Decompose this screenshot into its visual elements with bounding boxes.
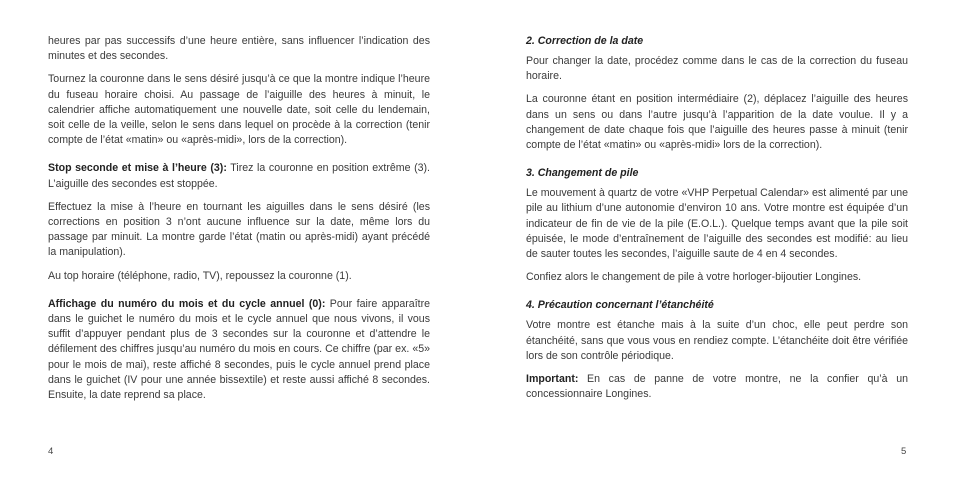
page-number: 4 bbox=[48, 446, 54, 457]
paragraph-text: En cas de panne de votre montre, ne la confier qu’à un concessionnaire Longines. bbox=[526, 373, 908, 401]
section-heading: 4. Précaution concernant l’étanchéité bbox=[526, 299, 714, 312]
paragraph: Effectuez la mise à l’heure en tournant les aiguilles dans le sens désiré (les corrections en position 3 n’ont aucune influence sur la date, même lors du passage par minuit. La montre garde l’état (matin ou après-midi) ayant précédé la manipulation). bbox=[48, 200, 430, 259]
paragraph: Le mouvement à quartz de votre «VHP Perpetual Calendar» est alimenté par une pile au lithium d’une autonomie d’environ 10 ans. Votre montre est équipée d’un indicateur de fin de vie de la pile (E.O.L.). Quelque temps avant que la pile soit épuisée, le mode d’entraînement de l’aiguille des secondes est modifié: au lieu de sauter toutes les secondes, l’aiguille saute de 4 en 4 secondes. bbox=[526, 187, 908, 261]
paragraph: heures par pas successifs d’une heure entière, sans influencer l’indication des minutes et des secondes. bbox=[48, 35, 430, 63]
paragraph bbox=[526, 372, 908, 402]
bold-lead: Important: bbox=[526, 373, 579, 386]
paragraph-text: Pour faire apparaître dans le guichet le numéro du mois et le cycle annuel que nous vivons, il vous suffit d’appuyer pendant plus de 3 secondes sur la couronne et d’attendre le défilement des chiffres jusqu’au numéro du mois en cours. Ce chiffre (par ex. «5» pour le mois de mai), reste affiché 8 secondes, puis le cycle annuel prend place dans le guichet (IV pour une année bissextile) et reste aussi affiché 8 secondes. Ensuite, la date reprend sa place. bbox=[48, 297, 430, 402]
page-number: 5 bbox=[901, 446, 907, 457]
section-heading: 3. Changement de pile bbox=[526, 167, 639, 180]
paragraph: Tournez la couronne dans le sens désiré jusqu’à ce que la montre indique l’heure du fuseau horaire choisi. Au passage de l’aiguille des heures à minuit, le calendrier affiche automatiquement une nouvelle date, soit celle du lendemain, soit celle de la veille, selon le sens dans lequel on procède à la correction (tenir compte de l’état «matin» ou «après-midi», lors de la correction). bbox=[48, 73, 430, 147]
right-text-column bbox=[526, 34, 908, 410]
paragraph: Au top horaire (téléphone, radio, TV), repoussez la couronne (1). bbox=[48, 269, 352, 282]
paragraph: La couronne étant en position intermédiaire (2), déplacez l’aiguille des heures dans un sens ou dans l’autre jusqu’à l’apparition de la date voulue. Il y a changement de date chaque fois que l’aiguille des heures passe à minuit (tenir compte de l’état «matin» ou «après-midi» lors de la correction). bbox=[526, 93, 908, 152]
bold-lead: Stop seconde et mise à l’heure (3): bbox=[48, 162, 227, 175]
paragraph: Pour changer la date, procédez comme dans le cas de la correction du fuseau horaire. bbox=[526, 55, 908, 83]
paragraph: Confiez alors le changement de pile à votre horloger-bijoutier Longines. bbox=[526, 271, 862, 284]
left-text-column bbox=[48, 34, 430, 411]
section-heading: 2. Correction de la date bbox=[526, 35, 644, 47]
paragraph bbox=[48, 297, 430, 403]
paragraph bbox=[48, 161, 430, 191]
bold-lead: Affichage du numéro du mois et du cycle annuel (0): bbox=[48, 297, 326, 310]
paragraph-text: Tirez la couronne en position extrême (3). L’aiguille des secondes est stoppée. bbox=[48, 162, 431, 190]
right-page bbox=[477, 0, 954, 477]
paragraph: Votre montre est étanche mais à la suite d’un choc, elle peut perdre son étanchéité, sans que vous vous en rendiez compte. L’étanchéite doit être vérifiée lors de son contrôle périodique. bbox=[526, 319, 908, 362]
